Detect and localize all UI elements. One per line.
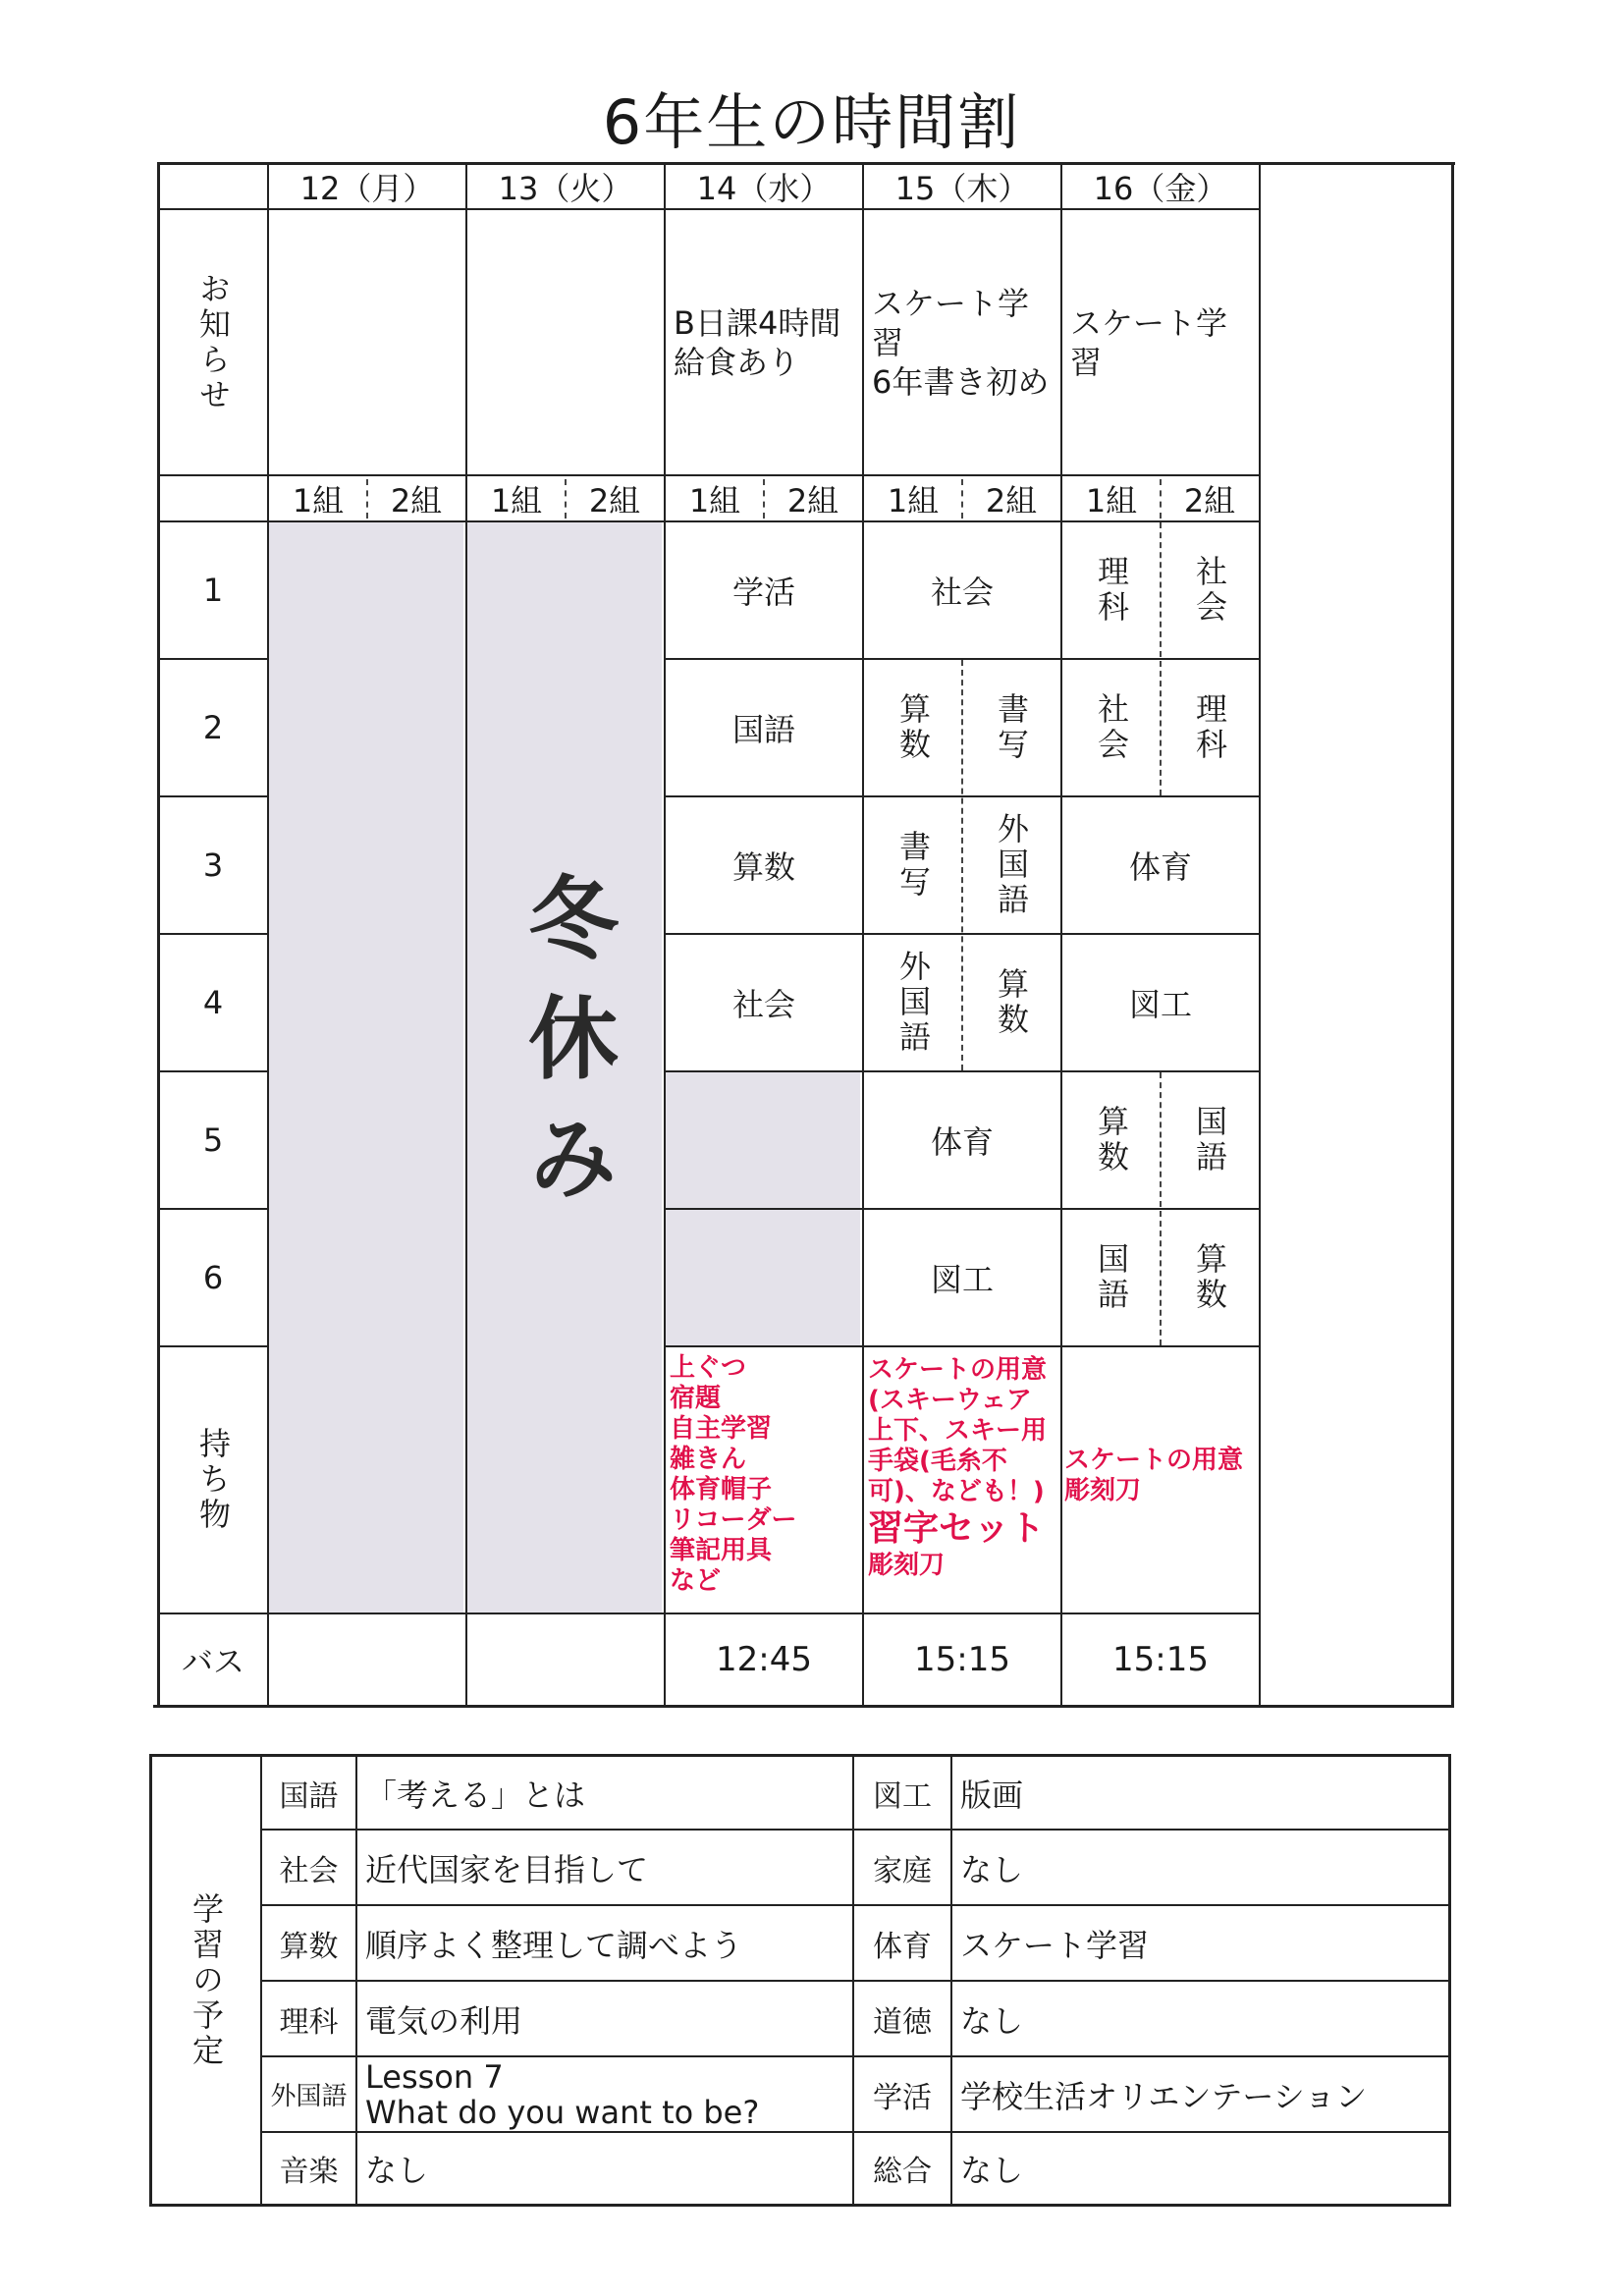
class-label: 1組 bbox=[688, 481, 741, 519]
study-subject: 音楽 bbox=[279, 2155, 339, 2189]
study-subject: 体育 bbox=[873, 1929, 932, 1964]
study-content: なし bbox=[960, 2001, 1024, 2040]
class-label: 2組 bbox=[390, 481, 443, 519]
class-label: 1組 bbox=[887, 481, 940, 519]
period-label: 2 bbox=[202, 709, 224, 746]
study-subject: 算数 bbox=[279, 1929, 339, 1964]
fri-period-5-class1: 算数 bbox=[1093, 1105, 1130, 1175]
row-label-bus: バス bbox=[181, 1643, 244, 1680]
study-subject: 家庭 bbox=[873, 1853, 932, 1888]
study-subject: 外国語 bbox=[270, 2082, 348, 2111]
class-label: 1組 bbox=[1085, 481, 1138, 519]
study-subject: 総合 bbox=[873, 2155, 932, 2189]
thu-period-3-class2: 外国語 bbox=[993, 812, 1030, 918]
fri-period-2-class1: 社会 bbox=[1093, 692, 1130, 763]
day-header-tue: 13（火） bbox=[498, 170, 633, 207]
day-header-mon: 12（月） bbox=[299, 170, 435, 207]
study-content: 版画 bbox=[960, 1776, 1024, 1814]
class-label: 1組 bbox=[490, 481, 543, 519]
study-subject: 国語 bbox=[279, 1778, 339, 1814]
study-content: なし bbox=[960, 2152, 1024, 2189]
fri-period-5-class2: 国語 bbox=[1191, 1105, 1228, 1175]
thu-period-3-class1: 書写 bbox=[894, 830, 932, 901]
class-label: 2組 bbox=[1183, 481, 1236, 519]
study-content: Lesson 7 What do you want to be? bbox=[365, 2057, 760, 2131]
wed-period-1: 学活 bbox=[731, 574, 795, 611]
study-subject: 図工 bbox=[873, 1778, 932, 1814]
bus-time-fri: 15:15 bbox=[1112, 1640, 1209, 1679]
study-content: 「考える」とは bbox=[365, 1776, 586, 1814]
fri-period-4: 図工 bbox=[1128, 986, 1192, 1023]
class-label: 2組 bbox=[786, 481, 839, 519]
study-content: スケート学習 bbox=[960, 1926, 1150, 1964]
thu-period-4-class2: 算数 bbox=[993, 967, 1030, 1038]
thu-period-6: 図工 bbox=[930, 1261, 994, 1298]
study-content: 近代国家を目指して bbox=[365, 1850, 649, 1888]
row-label-belongings: 持ち物 bbox=[194, 1427, 232, 1533]
fri-period-1-class1: 理科 bbox=[1093, 555, 1130, 626]
study-content: なし bbox=[365, 2152, 429, 2189]
class-label: 2組 bbox=[985, 481, 1038, 519]
period-label: 5 bbox=[202, 1121, 224, 1159]
wed-period-2: 国語 bbox=[731, 711, 795, 748]
thu-period-2-class2: 書写 bbox=[993, 692, 1030, 763]
thu-period-5: 体育 bbox=[930, 1123, 994, 1161]
day-header-thu: 15（木） bbox=[894, 170, 1030, 207]
period-label: 6 bbox=[202, 1259, 224, 1296]
row-label-notice: お知らせ bbox=[194, 271, 232, 413]
belongings-wed: 上ぐつ 宿題 自主学習 雑きん 体育帽子 リコーダー 筆記用具 など bbox=[670, 1353, 797, 1596]
study-content: なし bbox=[960, 1850, 1024, 1888]
period-label: 1 bbox=[202, 572, 224, 609]
study-plan-label: 学習の予定 bbox=[188, 1891, 225, 2069]
study-subject: 道徳 bbox=[873, 2004, 932, 2040]
study-subject: 社会 bbox=[279, 1853, 339, 1888]
belongings-thu: スケートの用意 (スキーウェア 上下、スキー用 手袋(毛糸不 可)、なども！) 習字セット 彫刻刀 bbox=[868, 1355, 1048, 1580]
wed-period-3: 算数 bbox=[731, 848, 795, 886]
class-label: 2組 bbox=[588, 481, 641, 519]
study-content: 電気の利用 bbox=[365, 2001, 523, 2040]
day-header-fri: 16（金） bbox=[1093, 170, 1228, 207]
period-label: 4 bbox=[202, 984, 224, 1021]
fri-period-3: 体育 bbox=[1128, 848, 1192, 886]
fri-period-6-class1: 国語 bbox=[1093, 1242, 1130, 1313]
notice-fri: スケート学習 bbox=[1070, 303, 1228, 381]
thu-period-1: 社会 bbox=[930, 574, 994, 611]
study-subject: 学活 bbox=[873, 2080, 932, 2115]
belongings-fri: スケートの用意 彫刻刀 bbox=[1064, 1446, 1244, 1505]
notice-thu: スケート学習 6年書き初め bbox=[872, 284, 1050, 401]
fri-period-6-class2: 算数 bbox=[1191, 1242, 1228, 1313]
holiday-shade-mon bbox=[267, 522, 463, 1613]
period-label: 3 bbox=[202, 847, 224, 884]
page-title: 6年生の時間割 bbox=[602, 86, 1021, 158]
bus-time-thu: 15:15 bbox=[914, 1640, 1010, 1679]
notice-wed: B日課4時間 給食あり bbox=[674, 303, 841, 381]
wed-period-4: 社会 bbox=[731, 986, 795, 1023]
study-content: 学校生活オリエンテーション bbox=[960, 2077, 1368, 2115]
fri-period-2-class2: 理科 bbox=[1191, 692, 1228, 763]
thu-period-2-class1: 算数 bbox=[894, 692, 932, 763]
class-label: 1組 bbox=[292, 481, 345, 519]
winter-break-label: 冬休み bbox=[514, 871, 619, 1230]
day-header-wed: 14（水） bbox=[696, 170, 832, 207]
fri-period-1-class2: 社会 bbox=[1191, 555, 1228, 626]
thu-period-4-class1: 外国語 bbox=[894, 950, 932, 1056]
study-subject: 理科 bbox=[279, 2004, 339, 2040]
bus-time-wed: 12:45 bbox=[716, 1640, 812, 1679]
study-content: 順序よく整理して調べよう bbox=[365, 1926, 743, 1964]
